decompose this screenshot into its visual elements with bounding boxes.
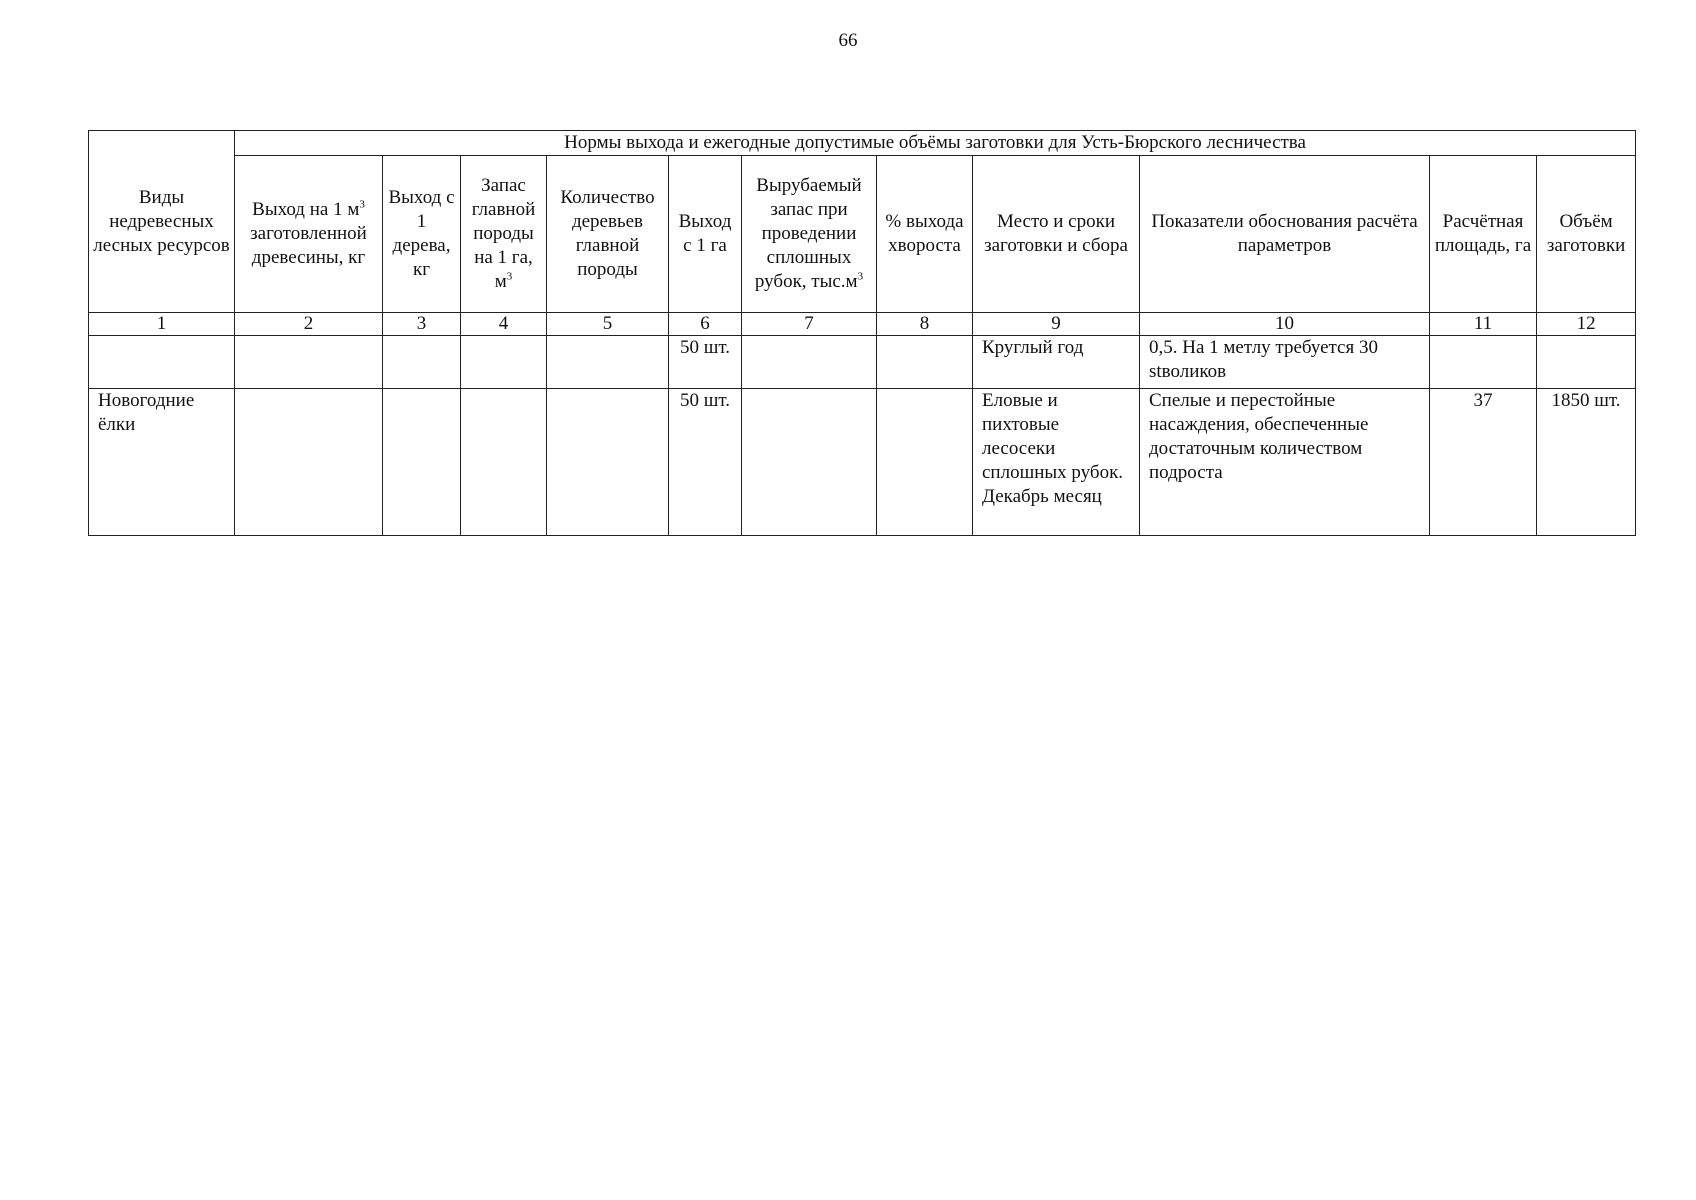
column-number: 10 <box>1140 313 1430 336</box>
column-number: 8 <box>877 313 973 336</box>
harvest-norms-table-container <box>88 130 1635 536</box>
empty-cell <box>742 389 877 536</box>
area-cell: 37 <box>1430 389 1537 536</box>
col-yield-per-tree-header: Выход с 1 дерева, кг <box>383 156 461 313</box>
column-number: 3 <box>383 313 461 336</box>
column-number: 7 <box>742 313 877 336</box>
empty-cell <box>235 336 383 389</box>
resource-cell <box>89 336 235 389</box>
place-time-cell: Круглый год <box>973 336 1140 389</box>
column-number: 9 <box>973 313 1140 336</box>
col-yield-per-ha-header: Выход с 1 га <box>669 156 742 313</box>
yield-per-ha-cell: 50 шт. <box>669 389 742 536</box>
justification-cell: Спелые и перестойные насаждения, обеспеченные достаточным количеством подроста <box>1140 389 1430 536</box>
empty-cell <box>877 389 973 536</box>
norms-span-header: Нормы выхода и ежегодные допустимые объёмы заготовки для Усть-Бюрского лесничества <box>235 131 1636 156</box>
table-row <box>89 389 1636 536</box>
col-area-header: Расчётная площадь, га <box>1430 156 1537 313</box>
column-number: 1 <box>89 313 235 336</box>
column-number: 5 <box>547 313 669 336</box>
column-number-row <box>89 313 1636 336</box>
empty-cell <box>547 389 669 536</box>
resource-cell: Новогодние ёлки <box>89 389 235 536</box>
col-stock-per-ha-header: Запас главной породы на 1 га, $м^3$ <box>461 156 547 313</box>
column-number: 11 <box>1430 313 1537 336</box>
empty-cell <box>383 336 461 389</box>
column-number: 2 <box>235 313 383 336</box>
empty-cell <box>877 336 973 389</box>
table-row <box>89 336 1636 389</box>
col-place-time-header: Место и сроки заготовки и сбора <box>973 156 1140 313</box>
empty-cell <box>461 336 547 389</box>
col-felled-stock-header: Вырубаемый запас при проведении сплошных рубок, $тыс.м^3$ <box>742 156 877 313</box>
col-tree-count-header: Количество деревьев главной породы <box>547 156 669 313</box>
place-time-cell: Еловые и пихтовые лесосеки сплошных рубок. Декабрь месяц <box>973 389 1140 536</box>
resource-type-header: Виды недревесных лесных ресурсов <box>89 131 235 313</box>
col-yield-per-m3-header: Выход на 1 $м^3$ заготовленной древесины, кг <box>235 156 383 313</box>
col-justification-header: Показатели обоснования расчёта параметров <box>1140 156 1430 313</box>
page-number: 66 <box>838 30 858 51</box>
col-volume-header: Объём заготовки <box>1537 156 1636 313</box>
column-number: 6 <box>669 313 742 336</box>
empty-cell <box>461 389 547 536</box>
volume-cell <box>1537 336 1636 389</box>
column-number: 12 <box>1537 313 1636 336</box>
justification-cell: 0,5. На 1 метлу требуется 30 stволиков <box>1140 336 1430 389</box>
yield-per-ha-cell: 50 шт. <box>669 336 742 389</box>
volume-cell: 1850 шт. <box>1537 389 1636 536</box>
empty-cell <box>383 389 461 536</box>
area-cell <box>1430 336 1537 389</box>
empty-cell <box>742 336 877 389</box>
harvest-norms-table <box>88 130 1636 536</box>
empty-cell <box>547 336 669 389</box>
col-brushwood-header: % выхода хвороста <box>877 156 973 313</box>
empty-cell <box>235 389 383 536</box>
column-number: 4 <box>461 313 547 336</box>
